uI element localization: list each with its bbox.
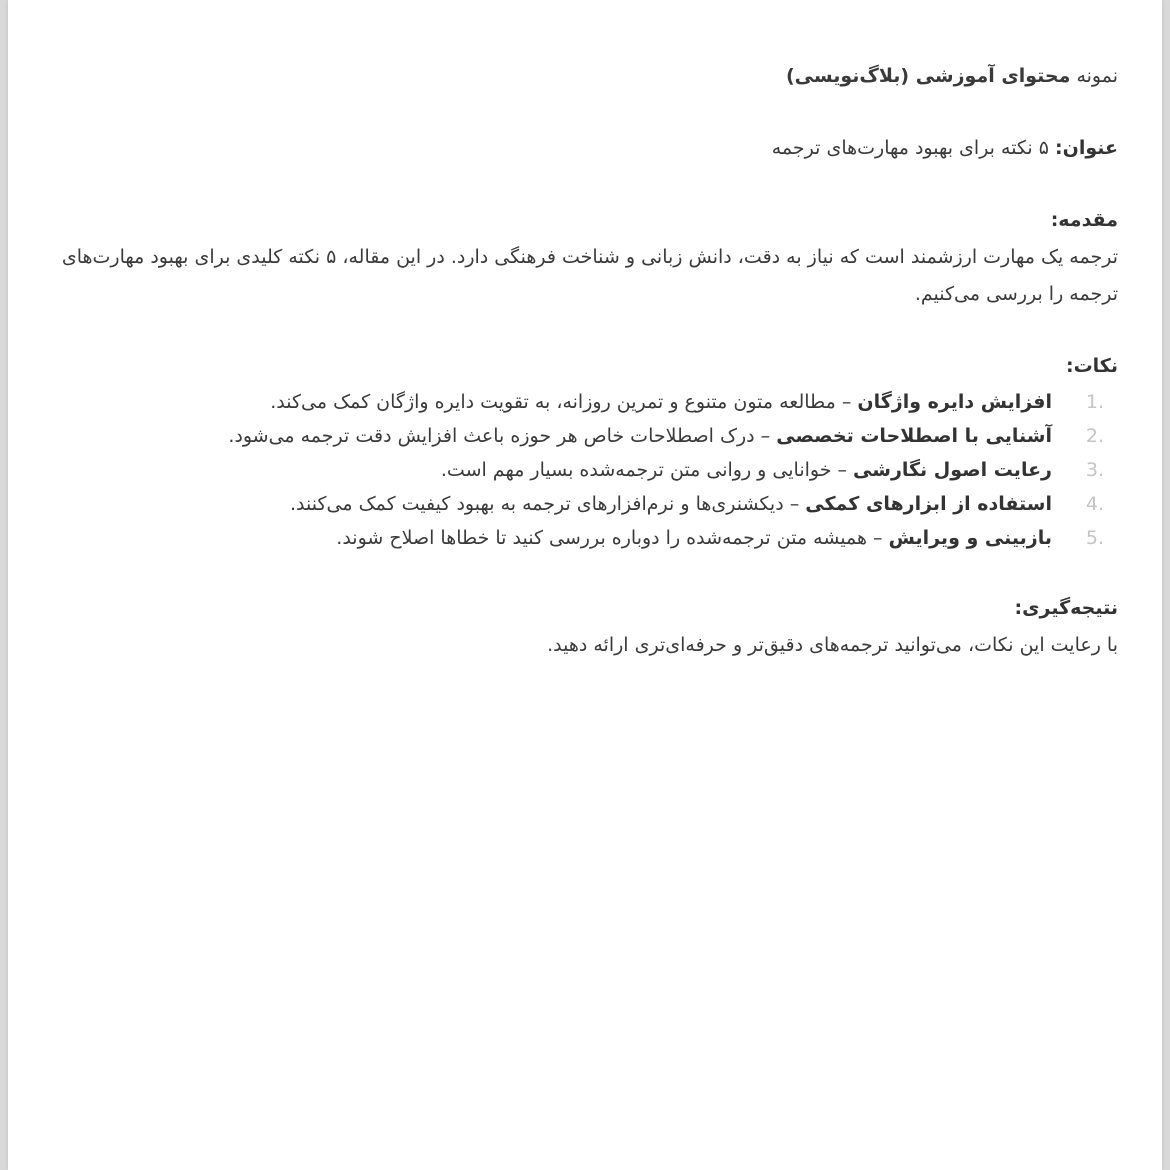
tip-item (54, 419, 1118, 453)
tip-title: بازبینی و ویرایش (888, 527, 1052, 549)
document-page (8, 0, 1162, 1170)
tip-number: 3. (1085, 459, 1104, 481)
tip-title: استفاده از ابزارهای کمکی (805, 493, 1052, 515)
document-title (54, 58, 1118, 95)
tip-number: 4. (1085, 493, 1104, 515)
tip-title: افزایش دایره واژگان (857, 391, 1052, 413)
tip-number: 1. (1085, 391, 1104, 413)
tips-heading: نکات: (1065, 355, 1118, 377)
article-title-label: عنوان: (1055, 137, 1118, 159)
document-content (54, 58, 1118, 664)
tip-text: – درک اصطلاحات خاص هر حوزه باعث افزایش دقت ترجمه می‌شود. (228, 425, 771, 447)
tip-text: – مطالعه متون متنوع و تمرین روزانه، به تقویت دایره واژگان کمک می‌کند. (270, 391, 852, 413)
tips-list (54, 385, 1118, 555)
tip-text: – دیکشنری‌ها و نرم‌افزارهای ترجمه به بهبود کیفیت کمک می‌کنند. (290, 493, 800, 515)
title-prefix: نمونه (1076, 65, 1118, 87)
tip-item (54, 385, 1118, 419)
tip-item (54, 487, 1118, 521)
tip-text: – همیشه متن ترجمه‌شده را دوباره بررسی کنید تا خطاها اصلاح شوند. (336, 527, 883, 549)
title-main: محتوای آموزشی (بلاگ‌نویسی) (785, 65, 1071, 87)
tip-item (54, 453, 1118, 487)
conclusion-paragraph: با رعایت این نکات، می‌توانید ترجمه‌های دقیق‌تر و حرفه‌ای‌تری ارائه دهید. (547, 634, 1118, 656)
intro-paragraph: ترجمه یک مهارت ارزشمند است که نیاز به دقت، دانش زبانی و شناخت فرهنگی دارد. در این مقاله، ۵ نکته کلیدی برای بهبود مهارت‌های ترجمه را بررسی می‌کنیم. (61, 246, 1118, 305)
tip-text: – خوانایی و روانی متن ترجمه‌شده بسیار مهم است. (440, 459, 847, 481)
tip-number: 5. (1085, 527, 1104, 549)
tip-title: رعایت اصول نگارشی (853, 459, 1052, 481)
article-title-line (54, 130, 1118, 167)
article-title-value: ۵ نکته برای بهبود مهارت‌های ترجمه (771, 137, 1049, 159)
conclusion-heading: نتیجه‌گیری: (1014, 597, 1118, 619)
tip-title: آشنایی با اصطلاحات تخصصی (776, 425, 1052, 447)
intro-heading: مقدمه: (1050, 209, 1118, 231)
tip-number: 2. (1085, 425, 1104, 447)
tip-item (54, 521, 1118, 555)
